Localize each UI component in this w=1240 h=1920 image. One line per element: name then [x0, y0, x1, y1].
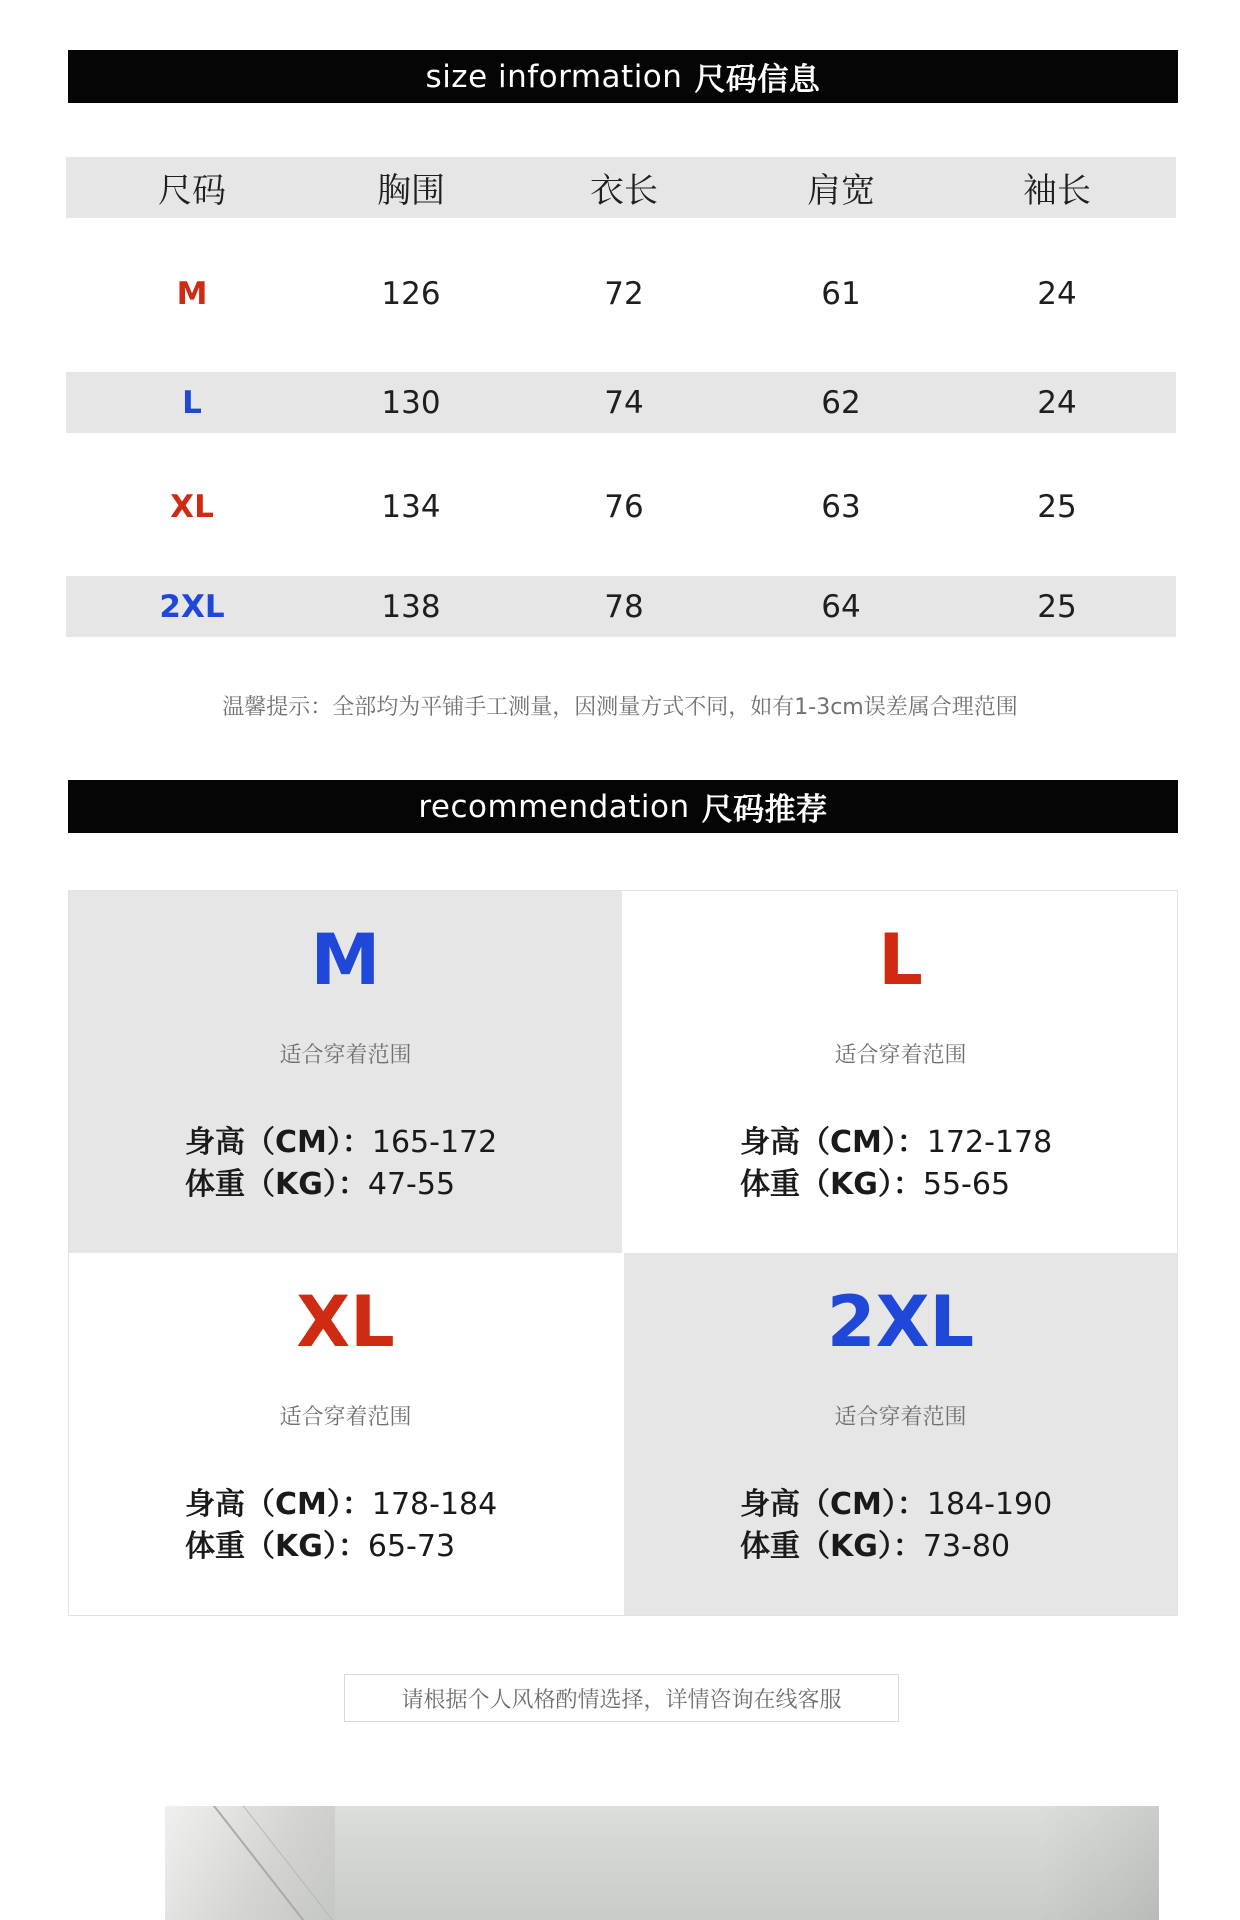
size-m-label: M	[176, 275, 208, 312]
weight-line	[185, 1159, 455, 1203]
chest-value: 130	[381, 384, 441, 421]
weight-value: 55-65	[922, 1167, 1011, 1202]
fit-range-label: 适合穿着范围	[834, 1043, 967, 1068]
header-chest: 胸围	[377, 171, 445, 211]
header-length: 衣长	[590, 171, 658, 211]
weight-value: 47-55	[367, 1167, 456, 1202]
shoulder-value: 64	[821, 588, 861, 625]
header-size: 尺码	[158, 171, 226, 211]
size-information-title-en: size information	[425, 58, 683, 95]
product-photo	[165, 1806, 1159, 1920]
chest-value: 126	[381, 275, 441, 312]
height-line	[740, 1479, 1052, 1523]
size-l-label: L	[182, 384, 202, 421]
height-line	[740, 1117, 1052, 1161]
weight-label: 体重（KG）：	[740, 1167, 923, 1202]
size-information-title-cn: 尺码信息	[694, 62, 821, 98]
table-row	[66, 372, 1176, 433]
height-value: 165-172	[371, 1125, 498, 1160]
height-label: 身高（CM）：	[185, 1125, 372, 1160]
header-shoulder: 肩宽	[807, 171, 875, 211]
weight-value: 73-80	[922, 1529, 1011, 1564]
table-row	[66, 476, 1176, 537]
size-xl-label: XL	[170, 488, 214, 525]
sleeve-value: 24	[1037, 275, 1077, 312]
header-sleeve: 袖长	[1023, 171, 1091, 211]
recommendation-title-en: recommendation	[418, 788, 690, 825]
weight-value: 65-73	[367, 1529, 456, 1564]
card-size-l: L	[878, 919, 923, 1001]
height-label: 身高（CM）：	[185, 1487, 372, 1522]
recommendation-card-xl	[69, 1253, 622, 1615]
card-size-2xl: 2XL	[826, 1281, 975, 1363]
table-row	[66, 263, 1176, 324]
recommendation-banner	[68, 780, 1178, 833]
length-value: 74	[604, 384, 644, 421]
height-value: 184-190	[926, 1487, 1053, 1522]
measurement-note: 温馨提示：全部均为平铺手工测量，因测量方式不同，如有1-3cm误差属合理范围	[222, 695, 1018, 720]
chest-value: 134	[381, 488, 441, 525]
weight-line	[740, 1521, 1010, 1565]
shoulder-value: 63	[821, 488, 861, 525]
height-line	[185, 1479, 497, 1523]
height-value: 178-184	[371, 1487, 498, 1522]
style-advice-note: 请根据个人风格酌情选择，详情咨询在线客服	[344, 1674, 899, 1722]
recommendation-card-2xl	[624, 1253, 1177, 1615]
recommendation-title-cn: 尺码推荐	[701, 792, 828, 828]
fit-range-label: 适合穿着范围	[834, 1405, 967, 1430]
length-value: 72	[604, 275, 644, 312]
fit-range-label: 适合穿着范围	[279, 1405, 412, 1430]
photo-shadow	[1039, 1806, 1159, 1920]
recommendation-card-l	[624, 891, 1177, 1253]
sleeve-value: 25	[1037, 588, 1077, 625]
weight-line	[740, 1159, 1010, 1203]
recommendation-grid	[68, 890, 1178, 1616]
fit-range-label: 适合穿着范围	[279, 1043, 412, 1068]
size-2xl-label: 2XL	[159, 588, 225, 625]
height-value: 172-178	[926, 1125, 1053, 1160]
chest-value: 138	[381, 588, 441, 625]
length-value: 78	[604, 588, 644, 625]
size-information-banner	[68, 50, 1178, 103]
card-size-xl: XL	[296, 1281, 395, 1363]
table-row	[66, 576, 1176, 637]
shoulder-value: 61	[821, 275, 861, 312]
sleeve-value: 25	[1037, 488, 1077, 525]
recommendation-card-m	[69, 891, 622, 1253]
shoulder-value: 62	[821, 384, 861, 421]
weight-line	[185, 1521, 455, 1565]
length-value: 76	[604, 488, 644, 525]
photo-fabric-edge	[165, 1806, 335, 1920]
height-line	[185, 1117, 497, 1161]
height-label: 身高（CM）：	[740, 1487, 927, 1522]
weight-label: 体重（KG）：	[185, 1167, 368, 1202]
table-header-row	[66, 157, 1176, 218]
weight-label: 体重（KG）：	[185, 1529, 368, 1564]
height-label: 身高（CM）：	[740, 1125, 927, 1160]
sleeve-value: 24	[1037, 384, 1077, 421]
weight-label: 体重（KG）：	[740, 1529, 923, 1564]
card-size-m: M	[310, 919, 381, 1001]
